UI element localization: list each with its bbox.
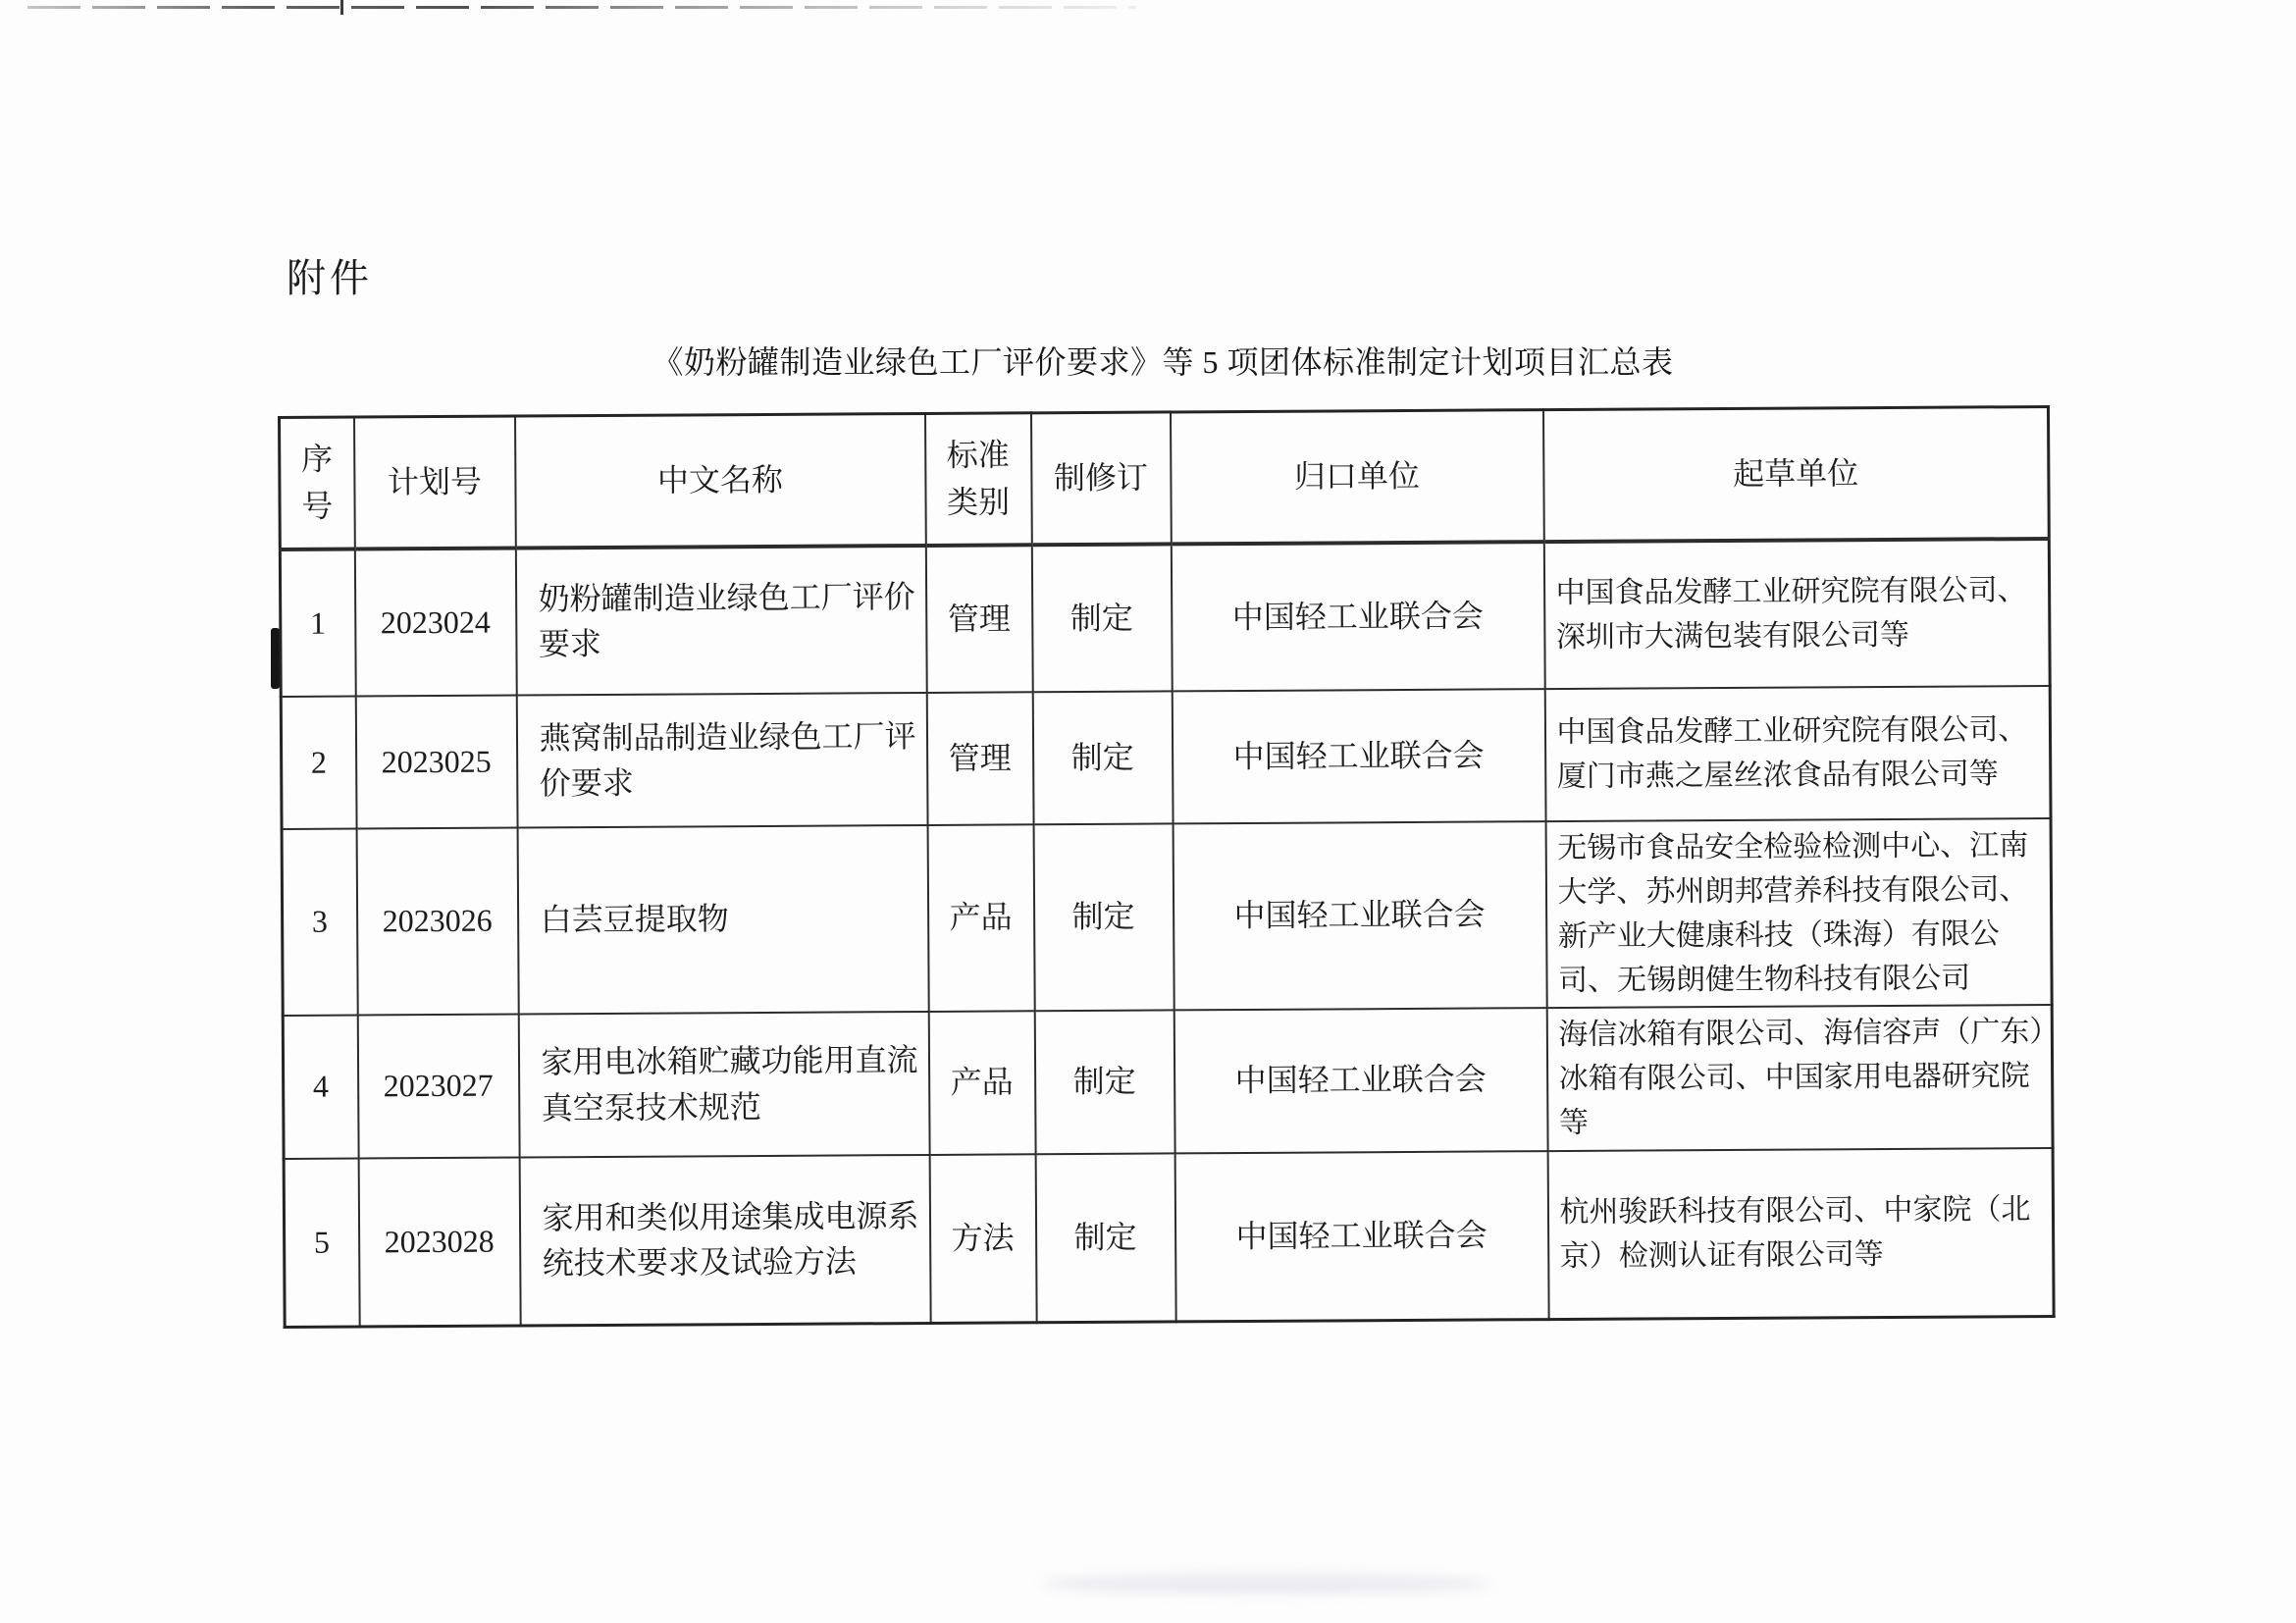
- cell-centralized-unit: 中国轻工业联合会: [1174, 1151, 1548, 1322]
- col-header-cn-name: 中文名称: [515, 413, 926, 548]
- cell-plan-no: 2023026: [356, 827, 518, 1015]
- col-header-plan-no: 计划号: [354, 416, 516, 549]
- table-row: [280, 538, 2050, 696]
- table-row: [283, 1004, 2053, 1158]
- cell-plan-no: 2023024: [354, 548, 516, 696]
- cell-drafting-unit: 海信冰箱有限公司、海信容声（广东）冰箱有限公司、中国家用电器研究院等: [1546, 1004, 2053, 1150]
- col-header-index: 序号: [280, 417, 355, 549]
- cell-cn-name: 家用电冰箱贮藏功能用直流真空泵技术规范: [518, 1011, 929, 1157]
- cell-drafting-unit: 杭州骏跃科技有限公司、中家院（北京）检测认证有限公司等: [1547, 1147, 2054, 1319]
- cell-category: 管理: [925, 545, 1032, 693]
- cell-revision: 制定: [1032, 691, 1173, 824]
- cell-drafting-unit: 中国食品发酵工业研究院有限公司、厦门市燕之屋丝浓食品有限公司等: [1544, 685, 2051, 820]
- cell-centralized-unit: 中国轻工业联合会: [1172, 689, 1545, 823]
- col-header-category: 标准类别: [924, 413, 1031, 546]
- table-row: [282, 817, 2052, 1015]
- scan-artifact-top-line: [27, 6, 1136, 9]
- cell-category: 产品: [928, 1011, 1035, 1155]
- summary-table-wrapper: [278, 405, 2056, 1329]
- cell-cn-name: 家用和类似用途集成电源系统技术要求及试验方法: [519, 1154, 930, 1326]
- scan-artifact-bottom-smudge: [1040, 1574, 1491, 1594]
- scan-artifact-top-tick: [340, 0, 343, 15]
- cell-centralized-unit: 中国轻工业联合会: [1173, 821, 1546, 1010]
- document-title: 《奶粉罐制造业绿色工厂评价要求》等 5 项团体标准制定计划项目汇总表: [652, 344, 1674, 380]
- attachment-label: 附件: [287, 256, 373, 300]
- cell-centralized-unit: 中国轻工业联合会: [1171, 542, 1544, 691]
- cell-revision: 制定: [1033, 823, 1174, 1011]
- cell-revision: 制定: [1034, 1010, 1174, 1154]
- cell-plan-no: 2023028: [358, 1157, 520, 1327]
- cell-cn-name: 燕窝制品制造业绿色工厂评价要求: [516, 692, 927, 827]
- cell-cn-name: 奶粉罐制造业绿色工厂评价要求: [515, 545, 926, 695]
- cell-centralized-unit: 中国轻工业联合会: [1174, 1008, 1547, 1153]
- cell-index: 1: [280, 549, 355, 696]
- cell-plan-no: 2023025: [355, 695, 517, 828]
- cell-drafting-unit: 中国食品发酵工业研究院有限公司、深圳市大满包装有限公司等: [1543, 538, 2050, 688]
- col-header-revision: 制修订: [1030, 412, 1171, 545]
- table-row: [281, 685, 2051, 828]
- cell-cn-name: 白芸豆提取物: [517, 824, 928, 1014]
- cell-revision: 制定: [1035, 1153, 1175, 1323]
- col-header-centralized-unit: 归口单位: [1170, 410, 1543, 544]
- standards-summary-table: [278, 405, 2056, 1329]
- cell-index: 5: [284, 1158, 359, 1327]
- cell-index: 3: [282, 828, 357, 1015]
- table-row: [284, 1147, 2054, 1327]
- col-header-drafting-unit: 起草单位: [1542, 406, 2049, 541]
- cell-drafting-unit: 无锡市食品安全检验检测中心、江南大学、苏州朗邦营养科技有限公司、新产业大健康科技（珠海）有限公司、无锡朗健生物科技有限公司: [1545, 817, 2052, 1007]
- cell-category: 产品: [927, 824, 1034, 1012]
- cell-index: 2: [281, 696, 356, 828]
- cell-revision: 制定: [1031, 544, 1172, 692]
- cell-index: 4: [283, 1015, 358, 1158]
- table-header-row: [280, 406, 2050, 549]
- cell-category: 管理: [926, 692, 1033, 825]
- cell-plan-no: 2023027: [357, 1014, 519, 1158]
- cell-category: 方法: [929, 1154, 1036, 1324]
